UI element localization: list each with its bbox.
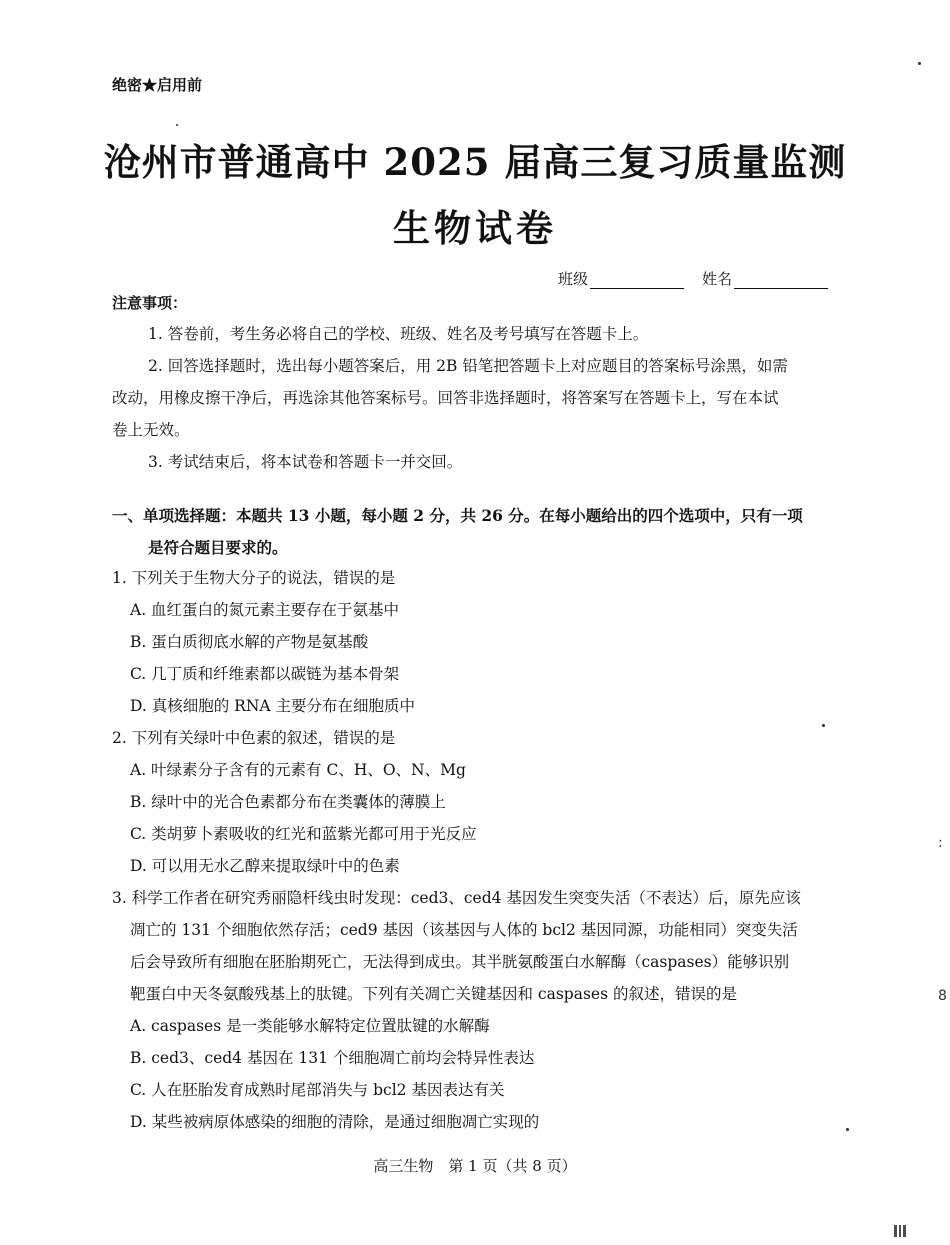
question-option: C. 类胡萝卜素吸收的红光和蓝紫光都可用于光反应 <box>130 825 477 843</box>
section-heading: 一、单项选择题：本题共 13 小题，每小题 2 分，共 26 分。在每小题给出的四个选项中，只有一项 <box>112 506 803 525</box>
notice-line: 1. 答卷前，考生务必将自己的学校、班级、姓名及考号填写在答题卡上。 <box>148 325 649 343</box>
edge-mark: 8 <box>938 988 947 1004</box>
question-option: D. 某些被病原体感染的细胞的清除，是通过细胞凋亡实现的 <box>130 1113 540 1131</box>
question-option: A. 叶绿素分子含有的元素有 C、H、O、N、Mg <box>130 761 466 779</box>
exam-title: 沧州市普通高中 2025 届高三复习质量监测 <box>103 140 847 184</box>
question-option: D. 真核细胞的 RNA 主要分布在细胞质中 <box>130 697 416 715</box>
notice-line: 3. 考试结束后，将本试卷和答题卡一并交回。 <box>148 453 463 471</box>
question-stem: 3. 科学工作者在研究秀丽隐杆线虫时发现：ced3、ced4 基因发生突变失活（不表达）后，原先应该 <box>112 889 801 907</box>
scan-speck <box>822 724 825 727</box>
notice-line: 2. 回答选择题时，选出每小题答案后，用 2B 铅笔把答题卡上对应题目的答案标号涂黑，如需 <box>148 357 788 375</box>
question-option: A. caspases 是一类能够水解特定位置肽键的水解酶 <box>130 1017 490 1035</box>
question-option: B. 蛋白质彻底水解的产物是氨基酸 <box>130 633 369 651</box>
question-option: B. ced3、ced4 基因在 131 个细胞凋亡前均会特异性表达 <box>130 1049 535 1067</box>
qr-code-icon <box>894 1225 906 1237</box>
section-heading-cont: 是符合题目要求的。 <box>148 538 288 557</box>
class-blank <box>590 271 684 289</box>
question-stem-cont: 凋亡的 131 个细胞依然存活；ced9 基因（该基因与人体的 bcl2 基因同源，功能相同）突变失活 <box>130 921 798 939</box>
name-blank <box>734 271 828 289</box>
question-option: C. 人在胚胎发育成熟时尾部消失与 bcl2 基因表达有关 <box>130 1081 505 1099</box>
question-option: A. 血红蛋白的氮元素主要存在于氨基中 <box>130 601 400 619</box>
edge-mark: : <box>938 835 943 851</box>
name-label: 姓名 <box>702 270 733 288</box>
page-footer: 高三生物 第 1 页（共 8 页） <box>373 1157 577 1175</box>
exam-subject-title: 生物试卷 <box>393 206 557 250</box>
question-option: C. 几丁质和纤维素都以碳链为基本骨架 <box>130 665 400 683</box>
scan-speck <box>846 1128 849 1131</box>
question-stem-cont: 靶蛋白中天冬氨酸残基上的肽键。下列有关凋亡关键基因和 caspases 的叙述，错误的是 <box>130 985 737 1003</box>
secret-label: 绝密★启用前 <box>112 76 203 94</box>
notice-heading: 注意事项： <box>112 294 188 312</box>
class-label: 班级 <box>558 270 589 288</box>
class-field <box>558 268 684 289</box>
notice-line: 改动，用橡皮擦干净后，再选涂其他答案标号。回答非选择题时，将答案写在答题卡上，写在本试 <box>112 389 779 407</box>
name-field <box>702 268 828 289</box>
question-option: D. 可以用无水乙醇来提取绿叶中的色素 <box>130 857 400 875</box>
question-stem: 2. 下列有关绿叶中色素的叙述，错误的是 <box>112 729 396 747</box>
scan-speck <box>176 124 178 126</box>
question-stem-cont: 后会导致所有细胞在胚胎期死亡，无法得到成虫。其半胱氨酸蛋白水解酶（caspases）能够识别 <box>130 953 790 971</box>
notice-line: 卷上无效。 <box>112 421 190 439</box>
question-stem: 1. 下列关于生物大分子的说法，错误的是 <box>112 569 396 587</box>
scan-speck <box>918 62 921 65</box>
question-option: B. 绿叶中的光合色素都分布在类囊体的薄膜上 <box>130 793 446 811</box>
